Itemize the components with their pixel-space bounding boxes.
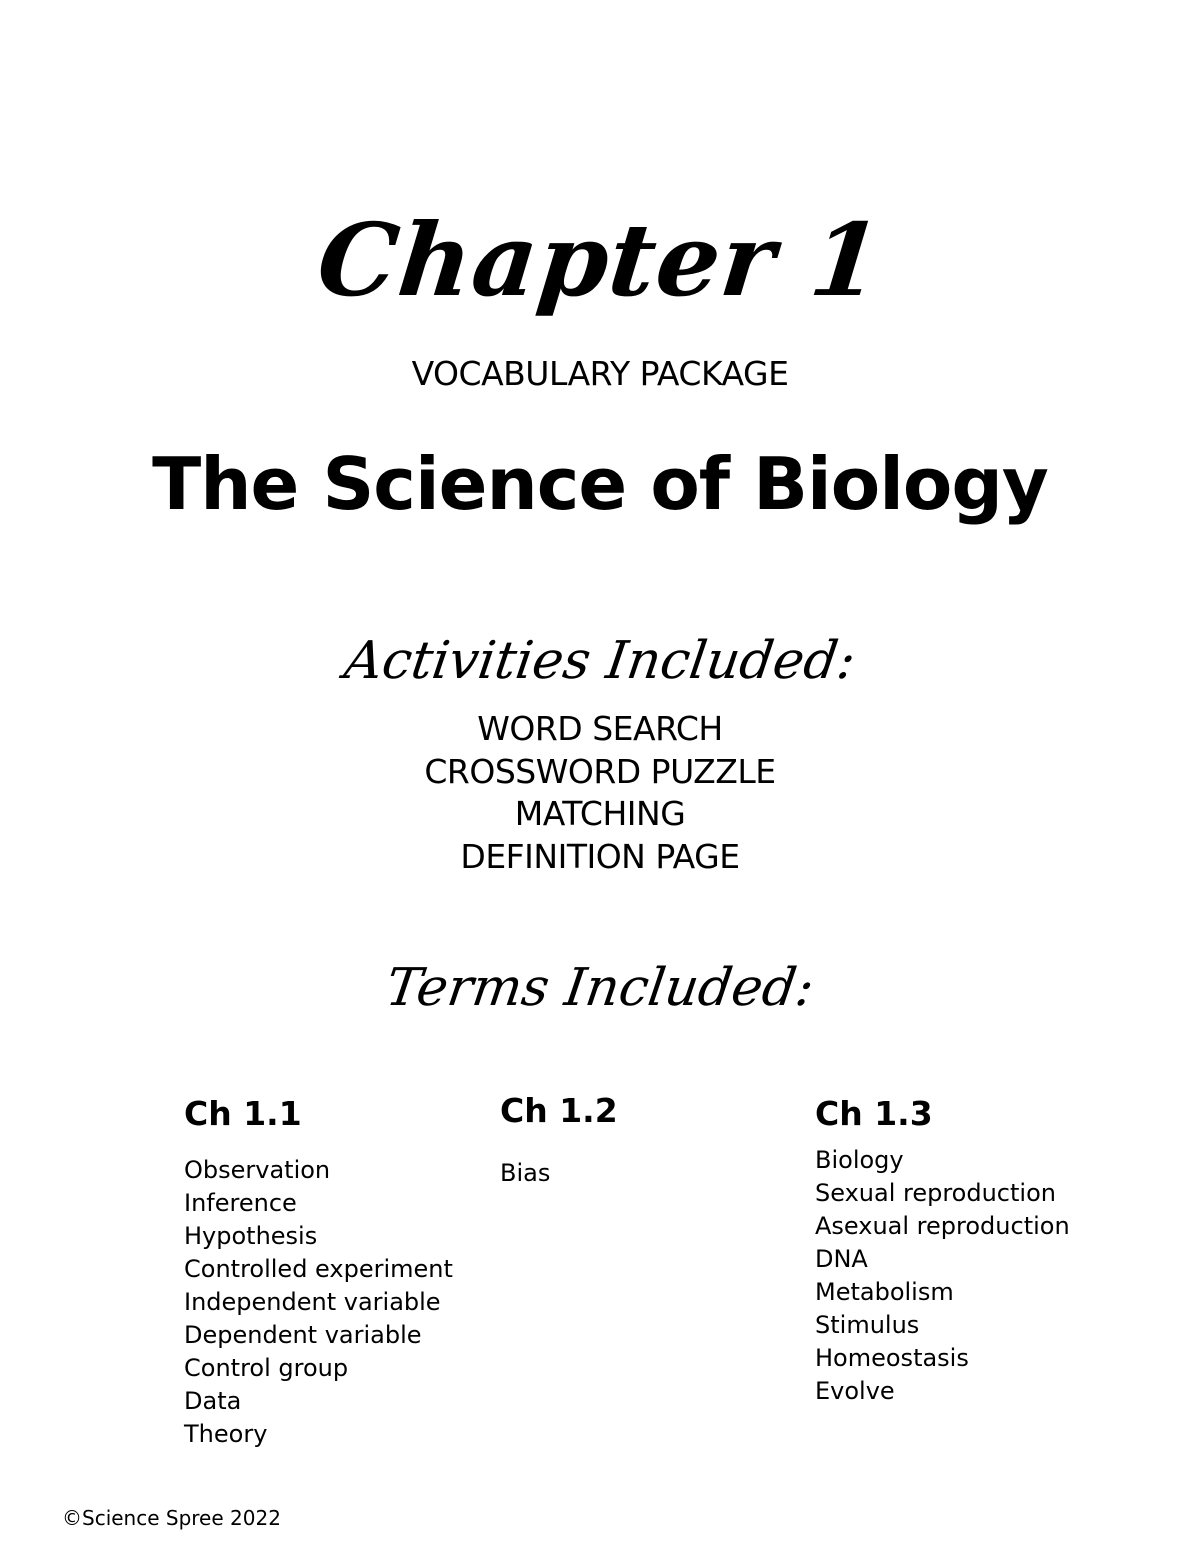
activity-item: DEFINITION PAGE [460, 836, 740, 876]
activities-list [0, 708, 1200, 878]
terms-column-ch-1-3 [815, 1094, 1145, 1408]
activity-item: WORD SEARCH [477, 709, 723, 748]
term-item: DNA [815, 1245, 868, 1273]
term-item: Bias [500, 1159, 551, 1187]
activity-item: MATCHING [514, 794, 686, 833]
term-item: Data [184, 1387, 242, 1415]
term-item: Biology [815, 1146, 904, 1174]
section-title: Ch 1.1 [184, 1094, 302, 1133]
copyright-notice: ©Science Spree 2022 [62, 1506, 281, 1530]
term-item: Control group [184, 1354, 349, 1382]
package-subtitle: VOCABULARY PACKAGE [411, 354, 789, 393]
activities-heading: Activities Included: [340, 631, 860, 691]
chapter-title: Chapter 1 [312, 201, 888, 319]
term-item: Asexual reproduction [815, 1212, 1070, 1240]
terms-column-ch-1-1 [184, 1094, 514, 1451]
section-title: Ch 1.3 [815, 1094, 933, 1133]
term-list [184, 1154, 514, 1451]
term-item: Hypothesis [184, 1222, 318, 1250]
activity-item: CROSSWORD PUZZLE [424, 751, 776, 791]
term-item: Inference [184, 1189, 297, 1217]
term-item: Metabolism [815, 1278, 954, 1306]
term-list [500, 1157, 830, 1190]
term-item: Independent variable [184, 1288, 441, 1316]
term-item: Dependent variable [184, 1321, 422, 1349]
section-title: Ch 1.2 [500, 1091, 618, 1130]
terms-column-ch-1-2 [500, 1091, 830, 1190]
term-item: Homeostasis [815, 1344, 969, 1372]
term-item: Observation [184, 1156, 331, 1184]
term-item: Theory [184, 1420, 268, 1448]
term-item: Controlled experiment [184, 1255, 453, 1283]
term-item: Evolve [815, 1377, 895, 1405]
term-list [815, 1144, 1145, 1408]
page-title: The Science of Biology [152, 442, 1048, 526]
term-item: Stimulus [815, 1311, 920, 1339]
terms-heading: Terms Included: [382, 958, 818, 1018]
term-item: Sexual reproduction [815, 1179, 1056, 1207]
